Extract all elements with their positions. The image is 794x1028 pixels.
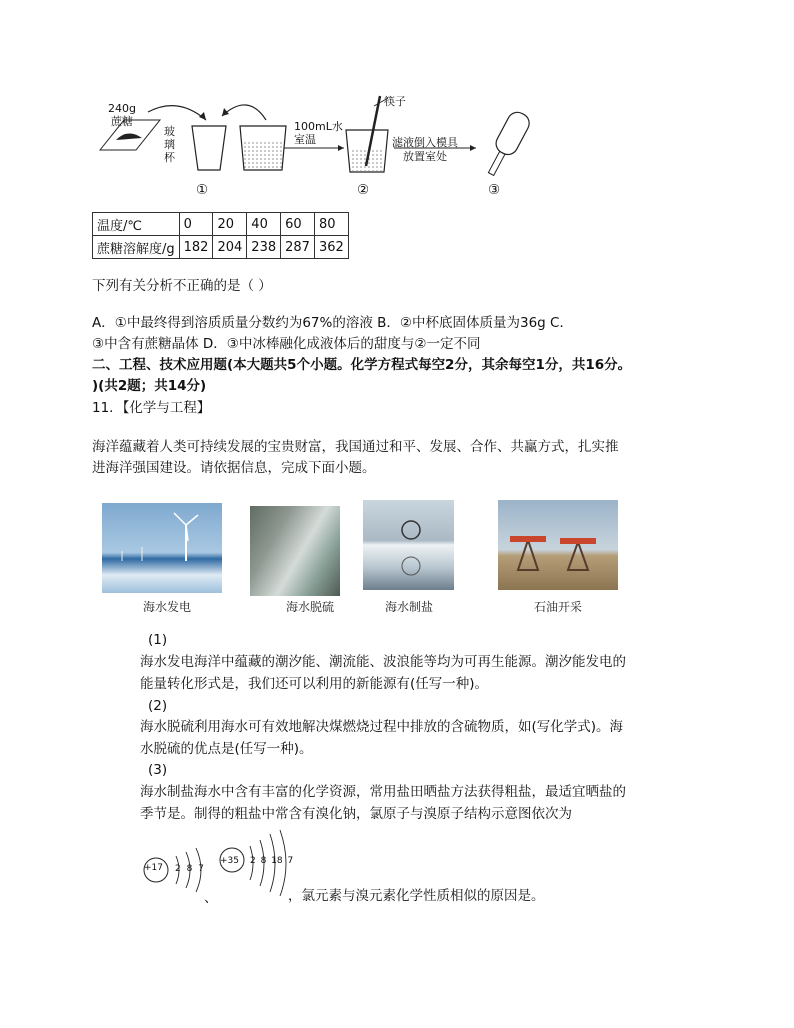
photo-seawater-power	[102, 503, 222, 593]
table-cell: 80	[314, 213, 348, 236]
table-row	[93, 213, 349, 236]
question-11-number: 11．【化学与工程】	[92, 400, 211, 416]
photo-oil-extraction	[498, 500, 618, 590]
caption-salt: 海水制盐	[384, 600, 433, 614]
table-cell: 182	[179, 236, 213, 259]
cup-1	[192, 126, 226, 170]
table-cell: 362	[314, 236, 348, 259]
question-stem: 下列有关分析不正确的是（ ）	[92, 278, 272, 294]
table-cell: 40	[247, 213, 281, 236]
table-cell: 温度/℃	[93, 213, 180, 236]
step-1-label: ①	[196, 182, 209, 198]
filter-label: 滤液倒入模具 放置室处	[392, 136, 458, 163]
sugar-label: 240g 蔗糖	[108, 102, 136, 128]
caption-power: 海水发电	[142, 600, 191, 614]
question-11-intro-2: 进海洋强国建设。请依据信息，完成下面小题。	[92, 460, 376, 476]
step-2-label: ②	[357, 182, 370, 198]
sub-question-1-line-1: 海水发电海洋中蕴藏的潮汐能、潮流能、波浪能等均为可再生能源。潮汐能发电的	[140, 654, 626, 670]
sub-question-3-tail: ，氯元素与溴元素化学性质相似的原因是。	[288, 888, 545, 904]
table-cell: 蔗糖溶解度/g	[93, 236, 180, 259]
photo-seawater-desulfurization	[250, 506, 340, 596]
arrow-water-to-cup	[222, 105, 266, 120]
chlorine-shells: 2 8 7	[175, 864, 204, 874]
step-3-label: ③	[488, 182, 501, 198]
chlorine-nucleus: +17	[144, 863, 163, 873]
table-cell: 0	[179, 213, 213, 236]
bromine-nucleus: +35	[220, 856, 239, 866]
popsicle	[481, 109, 532, 179]
table-cell: 238	[247, 236, 281, 259]
diagram-drawing	[88, 90, 548, 202]
options-line-1: A．①中最终得到溶质质量分数约为67%的溶液 B．②中杯底固体质量为36g C．	[92, 315, 573, 331]
atom-separator: 、	[204, 890, 218, 906]
sub-question-2-number: (2)	[148, 698, 168, 714]
section-heading-line-1: 二、工程、技术应用题(本大题共5个小题。化学方程式每空2分，其余每空1分，共16分。	[92, 357, 632, 373]
sub-question-3-number: (3)	[148, 762, 168, 778]
table-cell: 287	[281, 236, 315, 259]
chopstick-label: 筷子	[384, 95, 406, 108]
arrow-sugar-to-cup	[148, 106, 206, 120]
water-label: 100mL水 室温	[294, 120, 343, 146]
sub-question-3-line-1: 海水制盐海水中含有丰富的化学资源，常用盐田晒盐方法获得粗盐，最适宜晒盐的	[140, 784, 626, 800]
cup-label: 玻 璃 杯	[164, 125, 175, 164]
sub-question-2-line-2: 水脱硫的优点是(任写一种)。	[140, 741, 313, 757]
caption-oil: 石油开采	[533, 600, 582, 614]
photo-seawater-salt	[363, 500, 454, 590]
caption-desulfurization: 海水脱硫	[285, 600, 334, 614]
sub-question-3-line-2: 季节是。制得的粗盐中常含有溴化钠，氯原子与溴原子结构示意图依次为	[140, 806, 572, 822]
table-cell: 204	[213, 236, 247, 259]
table-cell: 20	[213, 213, 247, 236]
table-row	[93, 236, 349, 259]
sugar-pile	[116, 133, 142, 140]
sub-question-2-line-1: 海水脱硫利用海水可有效地解决煤燃烧过程中排放的含硫物质，如(写化学式)。海	[140, 719, 624, 735]
bromine-shells: 2 8 18 7	[250, 856, 294, 866]
question-11-intro-1: 海洋蕴藏着人类可持续发展的宝贵财富，我国通过和平、发展、合作、共赢方式，扎实推	[92, 439, 619, 455]
solubility-table	[92, 212, 349, 259]
section-heading-line-2: )(共2题；共14分)	[92, 378, 207, 394]
options-line-2: ③中含有蔗糖晶体 D．③中冰棒融化成液体后的甜度与②一定不同	[92, 336, 481, 352]
sub-question-1-line-2: 能量转化形式是，我们还可以利用的新能源有(任写一种)。	[140, 676, 489, 692]
sub-question-1-number: (1)	[148, 632, 168, 648]
table-cell: 60	[281, 213, 315, 236]
